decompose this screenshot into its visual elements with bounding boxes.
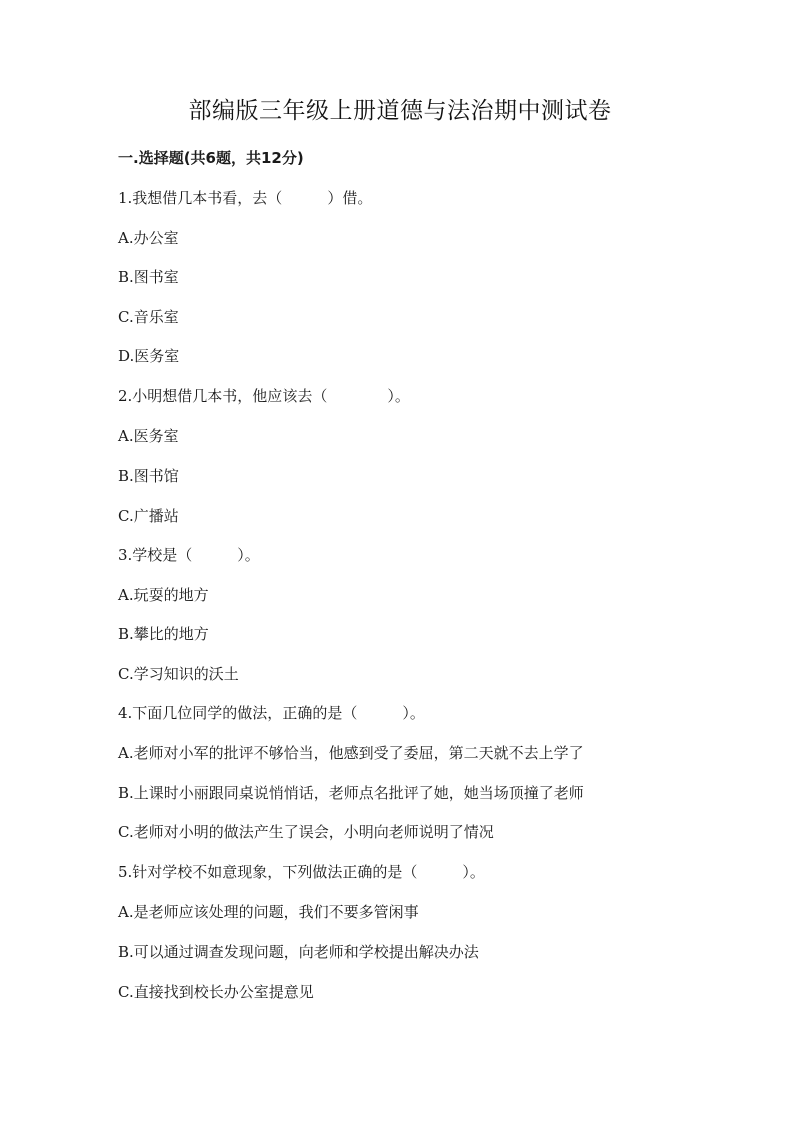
answer-option: A.是老师应该处理的问题，我们不要多管闲事: [118, 903, 419, 921]
answer-option: B.图书室: [118, 268, 179, 286]
question-stem: 2.小明想借几本书，他应该去（ ）。: [118, 387, 410, 405]
answer-option: A.玩耍的地方: [118, 586, 209, 604]
answer-option: A.办公室: [118, 229, 179, 247]
answer-option: B.可以通过调查发现问题，向老师和学校提出解决办法: [118, 943, 479, 961]
answer-option: C.直接找到校长办公室提意见: [118, 983, 314, 1001]
answer-option: C.老师对小明的做法产生了误会，小明向老师说明了情况: [118, 823, 494, 841]
question-stem: 1.我想借几本书看，去（ ）借。: [118, 189, 373, 207]
answer-option: B.图书馆: [118, 467, 179, 485]
answer-option: B.攀比的地方: [118, 625, 209, 643]
question-stem: 5.针对学校不如意现象，下列做法正确的是（ ）。: [118, 863, 485, 881]
question-stem: 4.下面几位同学的做法，正确的是（ ）。: [118, 704, 425, 722]
answer-option: A.老师对小军的批评不够恰当，他感到受了委屈，第二天就不去上学了: [118, 744, 584, 762]
answer-option: C.音乐室: [118, 308, 179, 326]
answer-option: C.学习知识的沃土: [118, 665, 239, 683]
exam-title: 部编版三年级上册道德与法治期中测试卷: [188, 98, 612, 124]
answer-option: A.医务室: [118, 427, 179, 445]
question-stem: 3.学校是（ ）。: [118, 546, 260, 564]
answer-option: B.上课时小丽跟同桌说悄悄话，老师点名批评了她，她当场顶撞了老师: [118, 784, 584, 802]
answer-option: D.医务室: [118, 347, 180, 365]
answer-option: C.广播站: [118, 507, 179, 525]
section-heading: 一.选择题(共6题，共12分): [118, 149, 304, 167]
